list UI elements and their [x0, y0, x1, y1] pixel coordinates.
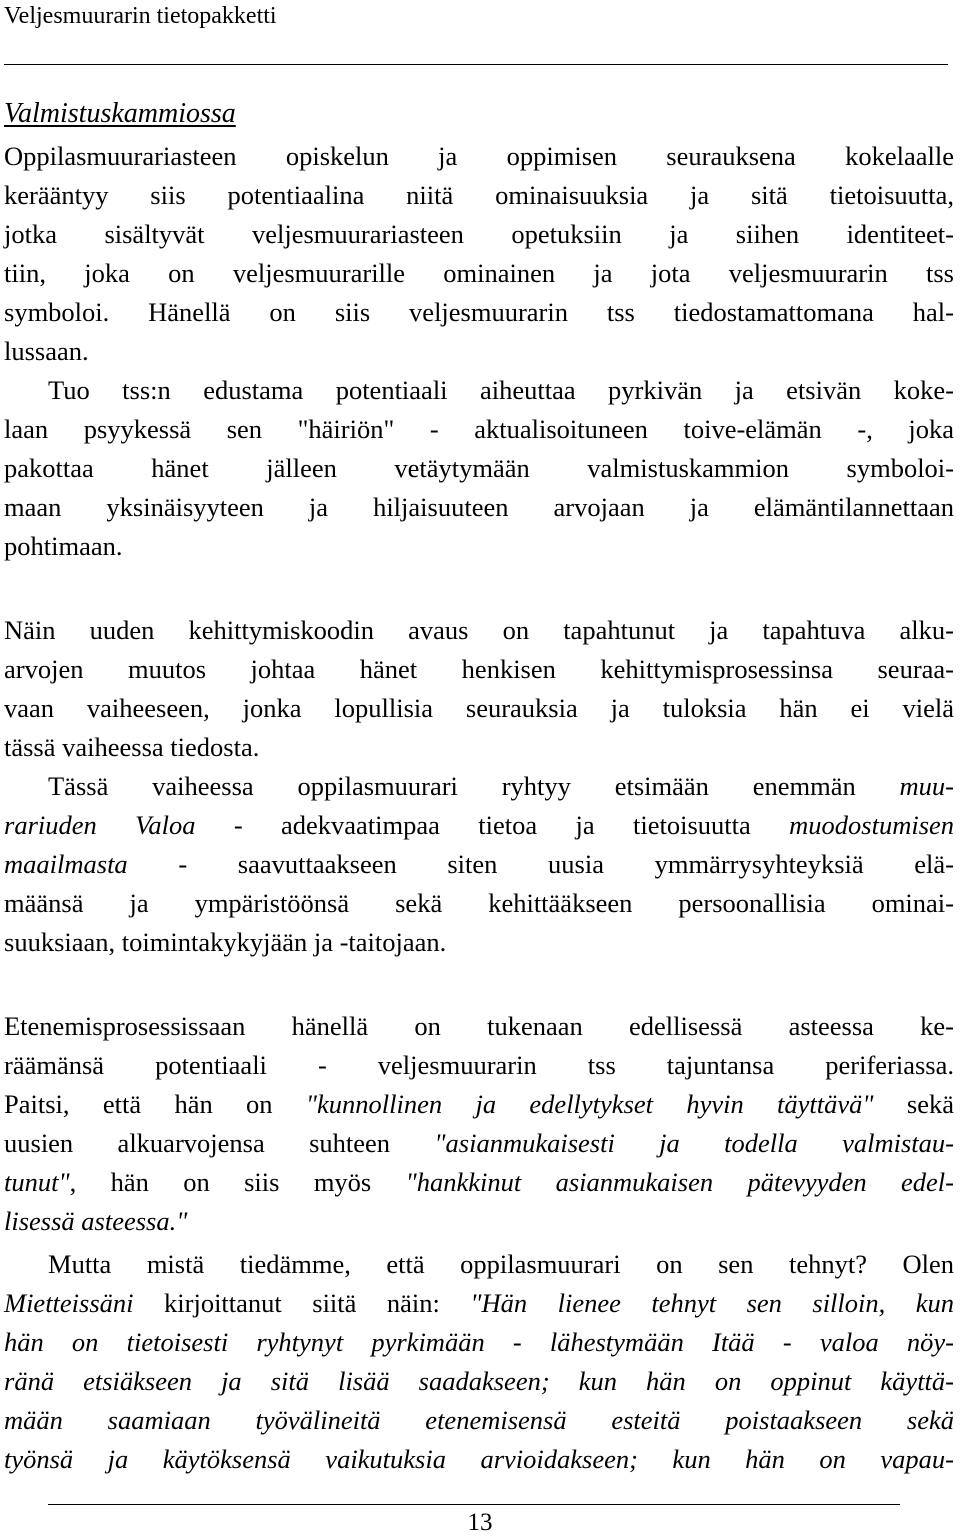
italic-run: maailmasta [4, 849, 128, 879]
text-run: kirjoittanut siitä näin: [133, 1288, 471, 1318]
italic-run: muu- [899, 771, 954, 801]
italic-run: tunut" [4, 1167, 70, 1197]
italic-run: "kunnollinen ja edellytykset hyvin täyttävä" [305, 1089, 874, 1119]
text-line: Tuo tss:n edustama potentiaali aiheuttaa pyrkivän ja etsivän koke- [48, 375, 954, 405]
text-line: määnsä ja ympäristöönsä sekä kehittääkseen persoonallisia ominai- [4, 888, 954, 918]
italic-run: "Hän lienee tehnyt sen silloin, kun [470, 1288, 955, 1318]
italic-run: "asianmukaisesti ja todella valmistau- [434, 1128, 954, 1158]
text-line: kerääntyy siis potentiaalina niitä ominaisuuksia ja sitä tietoisuutta, [4, 180, 954, 210]
italic-run: "hankkinut asianmukaisen pätevyyden edel- [405, 1167, 954, 1197]
text-line: pakottaa hänet jälleen vetäytymään valmistuskammion symboloi- [4, 453, 954, 483]
text-line: Etenemisprosessissaan hänellä on tukenaan edellisessä asteessa ke- [4, 1011, 954, 1041]
text-line: maan yksinäisyyteen ja hiljaisuuteen arvojaan ja elämäntilannettaan [4, 492, 954, 522]
text-line: lussaan. [4, 336, 89, 366]
italic-run: työnsä ja käytöksensä vaikutuksia arvioidakseen; kun hän on vapau- [4, 1444, 954, 1474]
text-run: - saavuttaakseen siten uusia ymmärrysyhteyksiä elä- [127, 849, 954, 879]
italic-run: lisessä asteessa." [4, 1206, 188, 1236]
text-line [48, 771, 954, 801]
text-line [4, 1327, 954, 1357]
text-run: uusien alkuarvojensa suhteen [4, 1128, 435, 1158]
text-line [4, 1444, 954, 1474]
text-run: Paitsi, että hän on [4, 1089, 306, 1119]
text-run: , hän on siis myös [69, 1167, 406, 1197]
text-line: symboloi. Hänellä on siis veljesmuurarin tss tiedostamattomana hal- [4, 297, 954, 327]
text-line [4, 1089, 954, 1119]
text-line [4, 1206, 954, 1236]
italic-run: rariuden Valoa [4, 810, 196, 840]
italic-run: ränä etsiäkseen ja sitä lisää saadakseen; kun hän on oppinut käyttä- [4, 1366, 954, 1396]
italic-run: Mietteissäni [4, 1288, 134, 1318]
text-line: tässä vaiheessa tiedosta. [4, 732, 260, 762]
italic-run: muodostumisen [789, 810, 955, 840]
running-header-title: Veljesmuurarin tietopakketti [4, 3, 277, 29]
page-number: 13 [467, 1509, 493, 1536]
text-line: arvojen muutos johtaa hänet henkisen kehittymisprosessinsa seuraa- [4, 654, 954, 684]
section-title: Valmistuskammiossa [4, 98, 236, 129]
text-line [4, 1288, 954, 1318]
text-line: Oppilasmuurariasteen opiskelun ja oppimisen seurauksena kokelaalle [4, 141, 954, 171]
text-line: suuksiaan, toimintakykyjään ja -taitojaan. [4, 927, 447, 957]
text-line: Mutta mistä tiedämme, että oppilasmuurari on sen tehnyt? Olen [48, 1249, 954, 1279]
text-line [4, 1366, 954, 1396]
text-line: laan psyykessä sen "häiriön" - aktualisoituneen toive-elämän -, joka [4, 414, 954, 444]
text-line [4, 1405, 954, 1435]
text-line [4, 1128, 954, 1158]
italic-run: mään saamiaan työvälineitä etenemisensä esteitä poistaakseen sekä [4, 1405, 954, 1435]
text-line: vaan vaiheeseen, jonka lopullisia seurauksia ja tuloksia hän ei vielä [4, 693, 954, 723]
text-line: pohtimaan. [4, 531, 123, 561]
text-run: - adekvaatimpaa tietoa ja tietoisuutta [195, 810, 790, 840]
text-line [4, 810, 954, 840]
text-line: jotka sisältyvät veljesmuurariasteen opetuksiin ja siihen identiteet- [4, 219, 954, 249]
text-line [4, 849, 954, 879]
text-line [4, 1167, 954, 1197]
text-line: räämänsä potentiaali - veljesmuurarin tss tajuntansa periferiassa. [4, 1050, 954, 1080]
text-run: Tässä vaiheessa oppilasmuurari ryhtyy etsimään enemmän [48, 771, 900, 801]
footer-rule [48, 1504, 900, 1505]
text-run: sekä [873, 1089, 954, 1119]
italic-run: hän on tietoisesti ryhtynyt pyrkimään - lähestymään Itää - valoa nöy- [4, 1327, 954, 1357]
text-line: tiin, joka on veljesmuurarille ominainen ja jota veljesmuurarin tss [4, 258, 954, 288]
header-rule [4, 64, 948, 65]
text-line: Näin uuden kehittymiskoodin avaus on tapahtunut ja tapahtuva alku- [4, 615, 954, 645]
